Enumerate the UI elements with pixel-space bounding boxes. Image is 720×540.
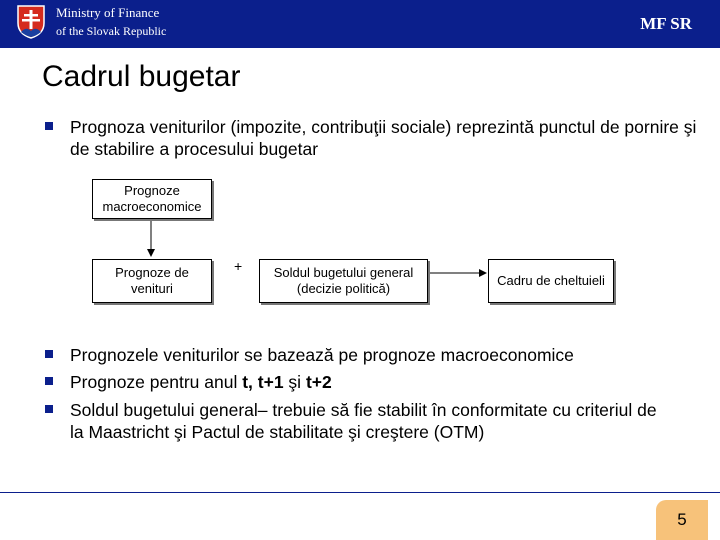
footer-divider [0,492,720,493]
forecast-years-prefix: Prognoze pentru anul [70,372,243,392]
ministry-name: Ministry of Finance [56,5,160,20]
bullet-text-revenue-basis: Prognozele veniturilor se bazează pe prognoze macroeconomice [70,345,574,365]
box-general-budget-balance: Soldul bugetului general (decizie politică) [259,259,428,303]
bullet-text-budget-balance: Soldul bugetului general– trebuie să fie stabilit în conformitate cu criteriul de la Maastricht şi Pactul de stabilitate şi creştere (OTM) [70,400,657,442]
ministry-abbreviation: MF SR [640,14,692,33]
forecast-years-mid: şi [283,372,306,392]
box-expenditure-framework: Cadru de cheltuieli [488,259,614,303]
forecast-years-bold-1: t, t+1 [242,372,284,392]
box-revenue-forecasts: Prognoze de venituri [92,259,212,303]
bullet-marker [45,405,53,413]
slide-title: Cadrul bugetar [42,60,241,93]
ministry-country: of the Slovak Republic [56,24,167,38]
plus-sign: + [234,258,243,274]
page-number: 5 [656,500,708,540]
bullet-text-forecast-years [70,371,710,393]
forecast-years-bold-2: t+2 [305,372,332,392]
intro-bullet-text: Prognoza veniturilor (impozite, contribuţii sociale) reprezintă punctul de pornire şi de stabilire a procesului bugetar [70,117,697,159]
bullet-marker [45,350,53,358]
box-macroeconomic-forecasts: Prognoze macroeconomice [92,179,212,219]
bullet-marker [45,377,53,385]
